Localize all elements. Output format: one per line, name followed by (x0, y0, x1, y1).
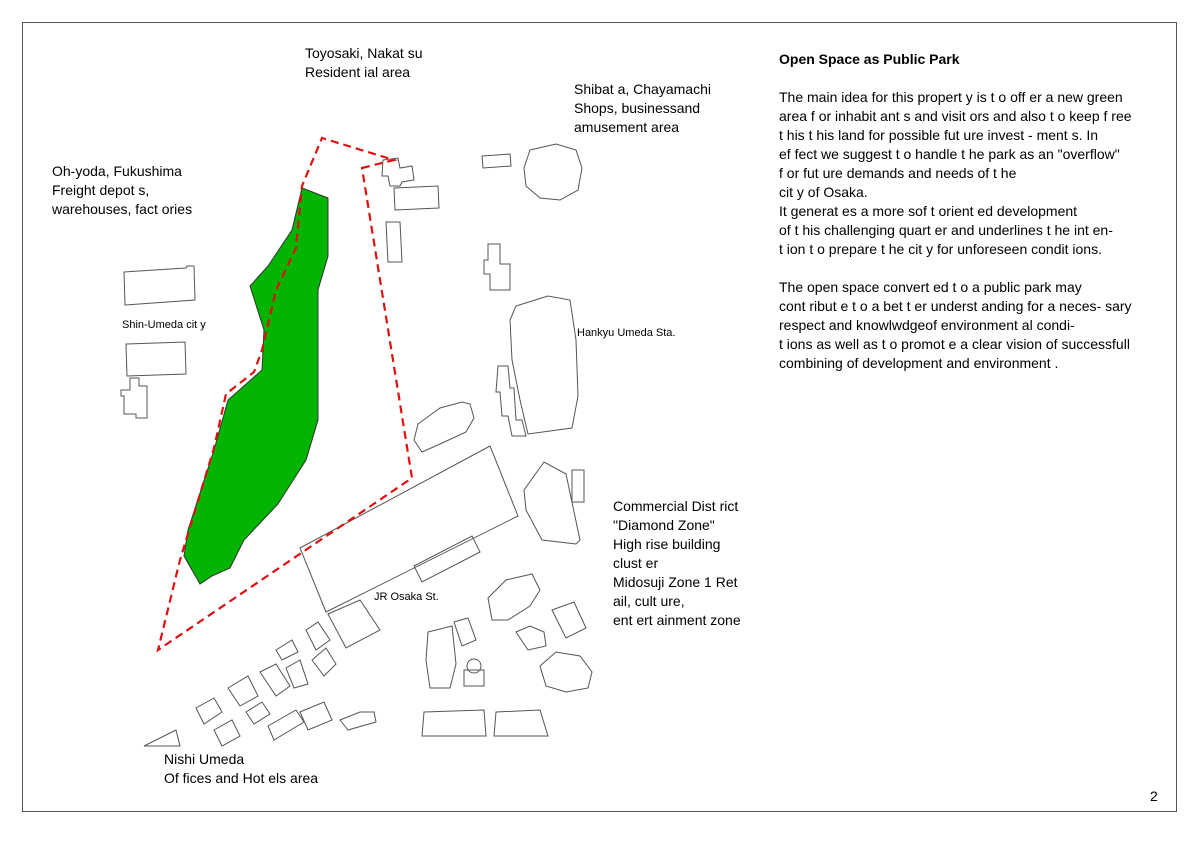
building (196, 698, 222, 724)
green-park-area (184, 188, 328, 584)
building (482, 154, 511, 168)
label-commercial-district: Commercial Dist rict "Diamond Zone" High rise building clust er Midosuji Zone 1 Ret ail, cult ure, ent ert ainment zone (613, 498, 741, 628)
building (422, 710, 486, 736)
building (494, 710, 548, 736)
building (228, 676, 258, 706)
building (340, 712, 376, 730)
building (496, 366, 526, 436)
building (464, 670, 484, 686)
building (276, 640, 298, 660)
building (268, 710, 304, 740)
hankyu-station-building (510, 296, 578, 434)
building (572, 470, 584, 502)
paragraph-1: The main idea for this propert y is t o off er a new green area f or inhabit ant s and visit ors and also t o keep f ree t his t his land for possible fut ure invest - ment s. In ef fect we suggest t o handle t he park as an "overflow" f or fut ure demands and needs of t he cit y of Osaka. It generat es a more sof t orient ed development of t his challenging quart er and underlines t he int en- t ion t o prepare t he cit y for unforeseen condit ions. (779, 89, 1132, 257)
building (246, 702, 270, 724)
label-nishi-umeda: Nishi Umeda Of fices and Hot els area (164, 751, 319, 786)
label-ohyoda: Oh-yoda, Fukushima Freight depot s, warehouses, fact ories (52, 163, 193, 217)
building (516, 626, 546, 650)
building (382, 158, 414, 186)
building (540, 652, 592, 692)
building (144, 730, 180, 746)
building (286, 660, 308, 688)
building (484, 244, 510, 290)
building (121, 378, 147, 418)
building (524, 144, 582, 200)
building (386, 222, 402, 262)
building (552, 602, 586, 638)
building (126, 342, 186, 376)
building (214, 720, 240, 746)
building (306, 622, 330, 650)
building (260, 664, 290, 696)
building (300, 702, 332, 730)
panel-title: Open Space as Public Park (779, 51, 960, 67)
building (426, 626, 456, 688)
label-toyosaki: Toyosaki, Nakat su Resident ial area (305, 45, 423, 80)
paragraph-2: The open space convert ed t o a public park may cont ribut e t o a bet t er underst anding for a neces- sary respect and knowlwdgeof environment al condi- t ions as well as t o promot e a clear vision of successfull combining of development and environment . (779, 279, 1132, 371)
page-number: 2 (1150, 788, 1158, 804)
label-jr-osaka: JR Osaka St. (374, 591, 439, 603)
building (454, 618, 476, 646)
building (414, 402, 474, 452)
rotunda-building (467, 659, 481, 673)
label-shibata: Shibat a, Chayamachi Shops, businessand amusement area (574, 81, 711, 135)
building (394, 186, 439, 210)
jr-osaka-station-building (300, 446, 518, 612)
description-panel (779, 50, 1174, 373)
label-shin-umeda: Shin-Umeda cit y (122, 319, 206, 331)
building (488, 574, 540, 620)
building (414, 536, 480, 582)
building (312, 648, 336, 676)
label-hankyu-umeda: Hankyu Umeda Sta. (577, 327, 676, 339)
building (124, 266, 195, 305)
